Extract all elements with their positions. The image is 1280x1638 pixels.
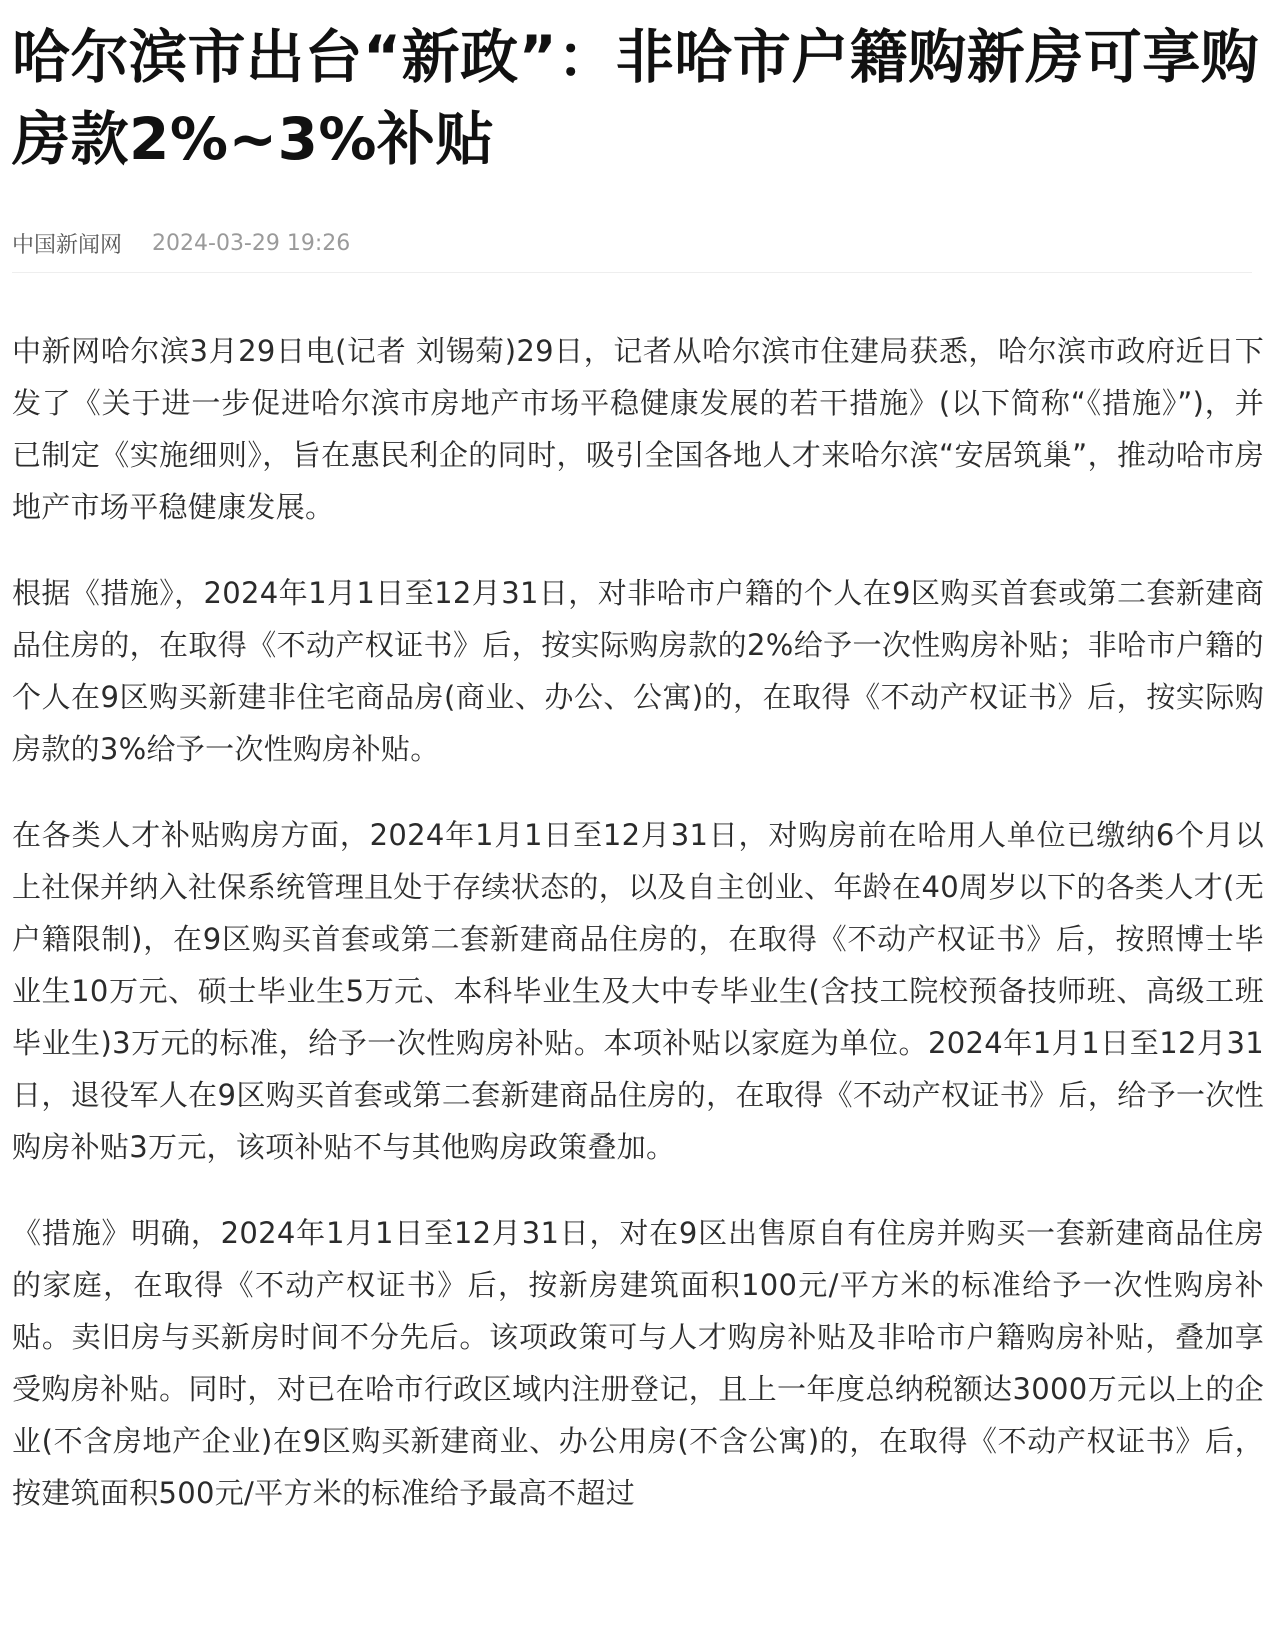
article-paragraph: 根据《措施》，2024年1月1日至12月31日，对非哈市户籍的个人在9区购买首套或第二套新建商品住房的，在取得《不动产权证书》后，按实际购房款的2%给予一次性购房补贴；非哈市户籍的个人在9区购买新建非住宅商品房(商业、办公、公寓)的，在取得《不动产权证书》后，按实际购房款的3%给予一次性购房补贴。	[12, 576, 1264, 766]
article-title: 哈尔滨市出台“新政”：非哈市户籍购新房可享购房款2%~3%补贴	[12, 23, 1260, 173]
article-source[interactable]: 中国新闻网	[12, 232, 123, 258]
article-meta	[12, 226, 1264, 260]
article-paragraph: 在各类人才补贴购房方面，2024年1月1日至12月31日，对购房前在哈用人单位已缴纳6个月以上社保并纳入社保系统管理且处于存续状态的，以及自主创业、年龄在40周岁以下的各类人才(无户籍限制)，在9区购买首套或第二套新建商品住房的，在取得《不动产权证书》后，按照博士毕业生10万元、硕士毕业生5万元、本科毕业生及大中专毕业生(含技工院校预备技师班、高级工班毕业生)3万元的标准，给予一次性购房补贴。本项补贴以家庭为单位。2024年1月1日至12月31日，退役军人在9区购买首套或第二套新建商品住房的，在取得《不动产权证书》后，给予一次性购房补贴3万元，该项补贴不与其他购房政策叠加。	[12, 818, 1264, 1164]
article-paragraph: 中新网哈尔滨3月29日电(记者 刘锡菊)29日，记者从哈尔滨市住建局获悉，哈尔滨市政府近日下发了《关于进一步促进哈尔滨市房地产市场平稳健康发展的若干措施》(以下简称“《措施》”)，并已制定《实施细则》，旨在惠民利企的同时，吸引全国各地人才来哈尔滨“安居筑巢”，推动哈市房地产市场平稳健康发展。	[12, 334, 1264, 524]
article-timestamp: 2024-03-29 19:26	[152, 230, 351, 256]
article	[12, 0, 1264, 1553]
meta-divider	[12, 272, 1252, 273]
article-paragraph: 《措施》明确，2024年1月1日至12月31日，对在9区出售原自有住房并购买一套新建商品住房的家庭，在取得《不动产权证书》后，按新房建筑面积100元/平方米的标准给予一次性购房补贴。卖旧房与买新房时间不分先后。该项政策可与人才购房补贴及非哈市户籍购房补贴，叠加享受购房补贴。同时，对已在哈市行政区域内注册登记，且上一年度总纳税额达3000万元以上的企业(不含房地产企业)在9区购买新建商业、办公用房(不含公寓)的，在取得《不动产权证书》后，按建筑面积500元/平方米的标准给予最高不超过	[12, 1216, 1264, 1510]
article-body	[12, 325, 1264, 1519]
